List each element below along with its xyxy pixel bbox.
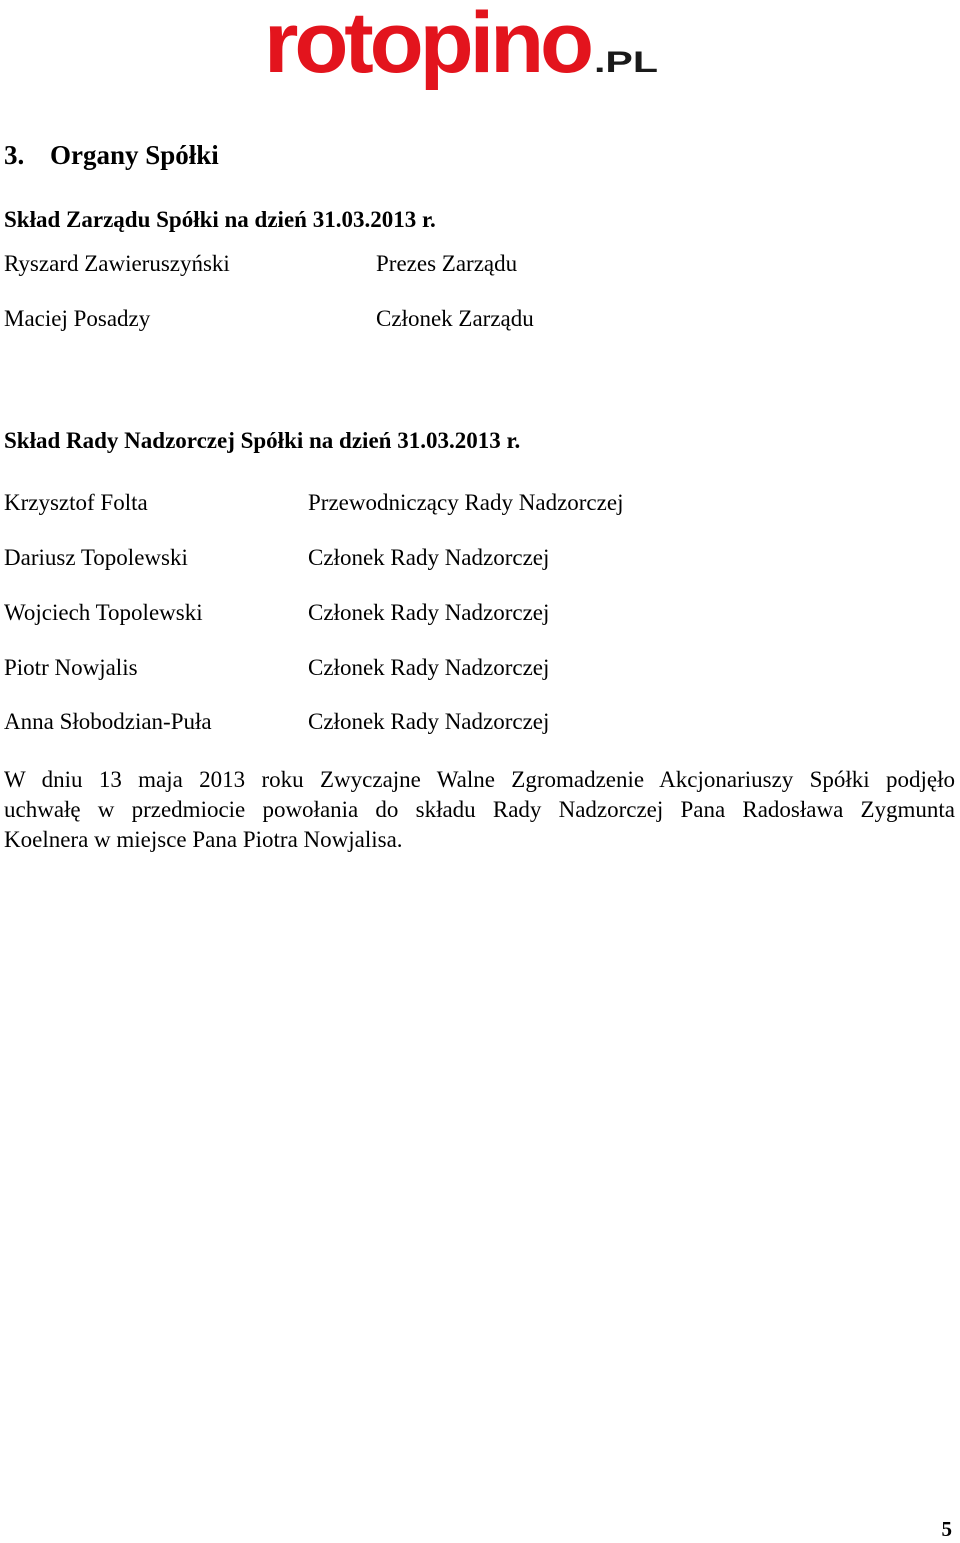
member-name: Wojciech Topolewski xyxy=(4,600,203,625)
member-role: Prezes Zarządu xyxy=(376,251,518,276)
svg-text:.PL: .PL xyxy=(594,46,658,79)
council-heading: Skład Rady Nadzorczej Spółki na dzień 31.03.2013 r. xyxy=(4,428,521,453)
member-name: Piotr Nowjalis xyxy=(4,655,138,680)
board-heading: Skład Zarządu Spółki na dzień 31.03.2013 r. xyxy=(4,207,436,232)
member-role: Członek Rady Nadzorczej xyxy=(308,655,550,680)
member-role: Przewodniczący Rady Nadzorczej xyxy=(308,490,624,515)
svg-text:rotopino: rotopino xyxy=(264,0,592,91)
note-line: uchwałę w przedmiocie powołania do składu Rady Nadzorczej Pana Radosława Zygmunta xyxy=(4,797,955,822)
note-line: Koelnera w miejsce Pana Piotra Nowjalisa. xyxy=(4,827,403,852)
section-number: 3. xyxy=(4,140,25,170)
member-name: Krzysztof Folta xyxy=(4,490,148,515)
member-role: Członek Rady Nadzorczej xyxy=(308,709,550,734)
rotopino-logo xyxy=(262,0,662,100)
member-role: Członek Rady Nadzorczej xyxy=(308,545,550,570)
page-number: 5 xyxy=(941,1517,952,1541)
section-title: Organy Spółki xyxy=(50,140,219,170)
member-role: Członek Zarządu xyxy=(376,306,534,331)
member-name: Ryszard Zawieruszyński xyxy=(4,251,230,276)
member-name: Anna Słobodzian-Puła xyxy=(4,709,212,734)
member-name: Maciej Posadzy xyxy=(4,306,151,331)
member-name: Dariusz Topolewski xyxy=(4,545,188,570)
note-paragraph xyxy=(4,765,955,855)
section-heading xyxy=(4,140,219,171)
note-line: W dniu 13 maja 2013 roku Zwyczajne Walne Zgromadzenie Akcjonariuszy Spółki podjęło xyxy=(4,767,955,792)
member-role: Członek Rady Nadzorczej xyxy=(308,600,550,625)
